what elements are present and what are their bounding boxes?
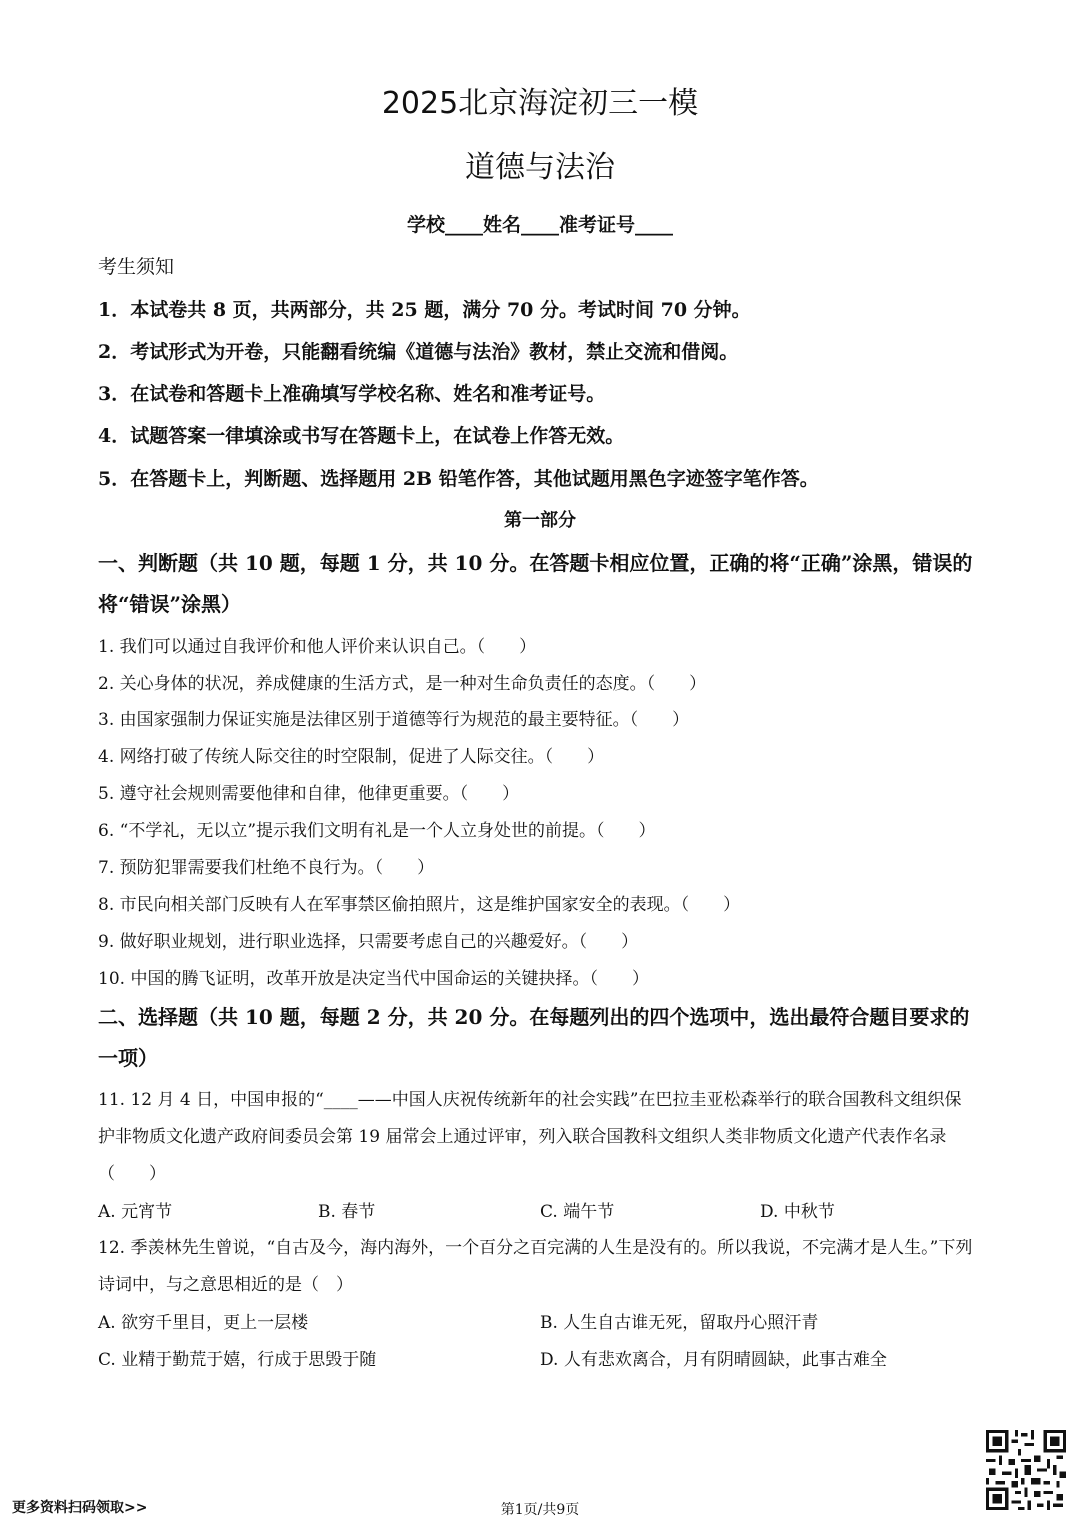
q12-option-b: B. 人生自古谁无死，留取丹心照汗青 — [540, 1313, 819, 1333]
page-number: 第1页/共9页 — [500, 1502, 580, 1518]
part-one-title: 第一部分 — [504, 510, 576, 531]
q11-option-b: B. 春节 — [318, 1202, 376, 1222]
notice-item: 3．在试卷和答题卡上准确填写学校名称、姓名和准考证号。 — [98, 383, 606, 405]
student-info-line: 学校____姓名____准考证号____ — [406, 214, 673, 236]
exam-title: 2025北京海淀初三一模 — [381, 86, 699, 121]
q11-option-c: C. 端午节 — [540, 1202, 615, 1222]
q11-option-a: A. 元宵节 — [98, 1202, 173, 1222]
judgement-question: 7. 预防犯罪需要我们杜绝不良行为。（ ） — [98, 858, 435, 878]
notice-item: 4．试题答案一律填涂或书写在答题卡上，在试卷上作答无效。 — [98, 425, 625, 447]
notice-item: 1．本试卷共 8 页，共两部分，共 25 题，满分 70 分。考试时间 70 分钟。 — [98, 299, 751, 321]
notice-item: 5．在答题卡上，判断题、选择题用 2B 铅笔作答，其他试题用黑色字迹签字笔作答。 — [98, 468, 819, 490]
notice-heading: 考生须知 — [98, 256, 175, 278]
q12-option-c: C. 业精于勤荒于嬉，行成于思毁于随 — [98, 1350, 377, 1370]
q11-option-d: D. 中秋节 — [760, 1202, 835, 1222]
judgement-question: 10. 中国的腾飞证明，改革开放是决定当代中国命运的关键抉择。（ ） — [98, 969, 649, 989]
section-one-title: 一、判断题（共 10 题，每题 1 分，共 10 分。在答题卡相应位置，正确的将“正确”涂黑，错误的将“错误”涂黑） — [98, 551, 973, 616]
q12-option-d: D. 人有悲欢离合，月有阴晴圆缺，此事古难全 — [540, 1350, 887, 1370]
notice-item: 2．考试形式为开卷，只能翻看统编《道德与法治》教材，禁止交流和借阅。 — [98, 341, 739, 363]
judgement-question: 2. 关心身体的状况，养成健康的生活方式，是一种对生命负责任的态度。（ ） — [98, 674, 707, 694]
judgement-question: 6. “不学礼，无以立”提示我们文明有礼是一个人立身处世的前提。（ ） — [98, 821, 656, 841]
judgement-question: 4. 网络打破了传统人际交往的时空限制，促进了人际交往。（ ） — [98, 747, 605, 767]
judgement-question: 9. 做好职业规划，进行职业选择，只需要考虑自己的兴趣爱好。（ ） — [98, 932, 639, 952]
qr-code-icon[interactable] — [986, 1430, 1066, 1510]
judgement-question: 1. 我们可以通过自我评价和他人评价来认识自己。（ ） — [98, 637, 537, 657]
subject-title: 道德与法治 — [465, 150, 615, 185]
judgement-question: 8. 市民向相关部门反映有人在军事禁区偷拍照片，这是维护国家安全的表现。（ ） — [98, 895, 741, 915]
judgement-question: 5. 遵守社会规则需要他律和自律，他律更重要。（ ） — [98, 784, 520, 804]
judgement-question: 3. 由国家强制力保证实施是法律区别于道德等行为规范的最主要特征。（ ） — [98, 710, 690, 730]
q12-option-a: A. 欲穷千里目，更上一层楼 — [98, 1313, 309, 1333]
question-11-stem: 11. 12 月 4 日，中国申报的“____——中国人庆祝传统新年的社会实践”在巴拉圭亚松森举行的联合国教科文组织保护非物质文化遗产政府间委员会第 19 届常会上通过评审，列入联合国教科文组织人类非物质文化遗产代表作名录（ ） — [98, 1090, 962, 1184]
section-two-title: 二、选择题（共 10 题，每题 2 分，共 20 分。在每题列出的四个选项中，选出最符合题目要求的一项） — [98, 1005, 970, 1070]
footer-promo-link[interactable]: 更多资料扫码领取>> — [12, 1500, 148, 1516]
question-12-stem: 12. 季羡林先生曾说，“自古及今，海内海外，一个百分之百完满的人生是没有的。所以我说，不完满才是人生。”下列诗词中，与之意思相近的是（ ） — [98, 1238, 973, 1295]
